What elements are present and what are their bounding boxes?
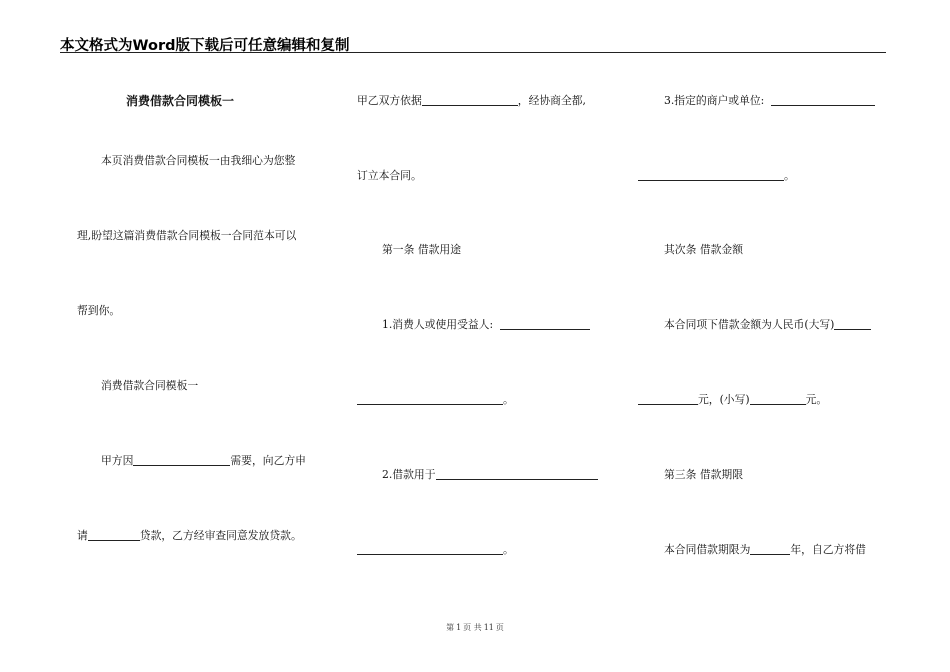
blank-field [133,454,230,466]
contract-title: 消费借款合同模板一 [126,94,235,108]
conclude-line: 订立本合同。 [357,169,422,182]
merchant-continuation [638,169,795,183]
article-2-heading: 其次条 借款金额 [664,243,744,256]
consumer-continuation [357,393,514,407]
period-mark: 。 [784,169,795,182]
basis-text-start: 甲乙双方依据 [357,94,422,107]
loan-purpose-line [382,468,598,482]
blank-field [500,318,590,330]
basis-text-end: ，经协商全都, [517,94,586,107]
footer-prefix: 第 [446,623,455,632]
term-text-end: 年，自乙方将借 [790,543,866,556]
template-subtitle: 消费借款合同模板一 [101,379,199,392]
amount-line [664,318,871,332]
intro-line-3: 帮到你。 [77,304,121,317]
party-a-line [101,454,306,468]
consumer-label: 1.消费人或使用受益人: [382,318,494,331]
blank-field [422,94,518,106]
loan-purpose-label: 2.借款用于 [382,468,436,481]
blank-field [750,393,806,405]
amount-yuan-small: 元，(小写) [698,393,750,406]
blank-field [357,543,503,555]
loan-purpose-continuation [357,543,514,557]
merchant-line [664,94,875,108]
article-3-heading: 第三条 借款期限 [664,468,744,481]
page-number: 1 [456,623,462,632]
blank-field [638,393,698,405]
document-banner: 本文格式为Word版下载后可任意编辑和复制 [60,38,350,54]
article-1-heading: 第一条 借款用途 [382,243,462,256]
blank-field [771,94,875,106]
period-mark: 。 [503,393,514,406]
page-footer [0,622,950,633]
blank-field [436,468,598,480]
loan-application-start: 请 [77,529,88,542]
blank-field [834,318,871,330]
term-line [664,543,866,557]
party-a-text-start: 甲方因 [101,454,134,467]
party-a-text-end: 需要，向乙方申 [230,454,306,467]
basis-line [357,94,586,108]
footer-suffix: 页 [495,623,504,632]
loan-application-line [77,529,302,543]
intro-line-2: 理,盼望这篇消费借款合同模板一合同范本可以 [77,229,297,242]
blank-field [750,543,790,555]
amount-continuation [638,393,827,407]
blank-field [357,393,503,405]
term-label: 本合同借款期限为 [664,543,751,556]
intro-line-1: 本页消费借款合同模板一由我细心为您整 [101,154,296,167]
blank-field [88,529,140,541]
period-mark: 。 [503,543,514,556]
amount-yuan-end: 元。 [805,393,828,406]
amount-label: 本合同项下借款金额为人民币(大写) [664,318,835,331]
consumer-line [382,318,590,332]
total-pages: 11 [483,623,494,632]
loan-application-end: 贷款，乙方经审查同意发放贷款。 [139,529,302,542]
merchant-label: 3.指定的商户或单位: [664,94,765,107]
footer-mid: 页 共 [463,623,482,632]
blank-field [638,169,784,181]
header-rule [60,52,886,53]
